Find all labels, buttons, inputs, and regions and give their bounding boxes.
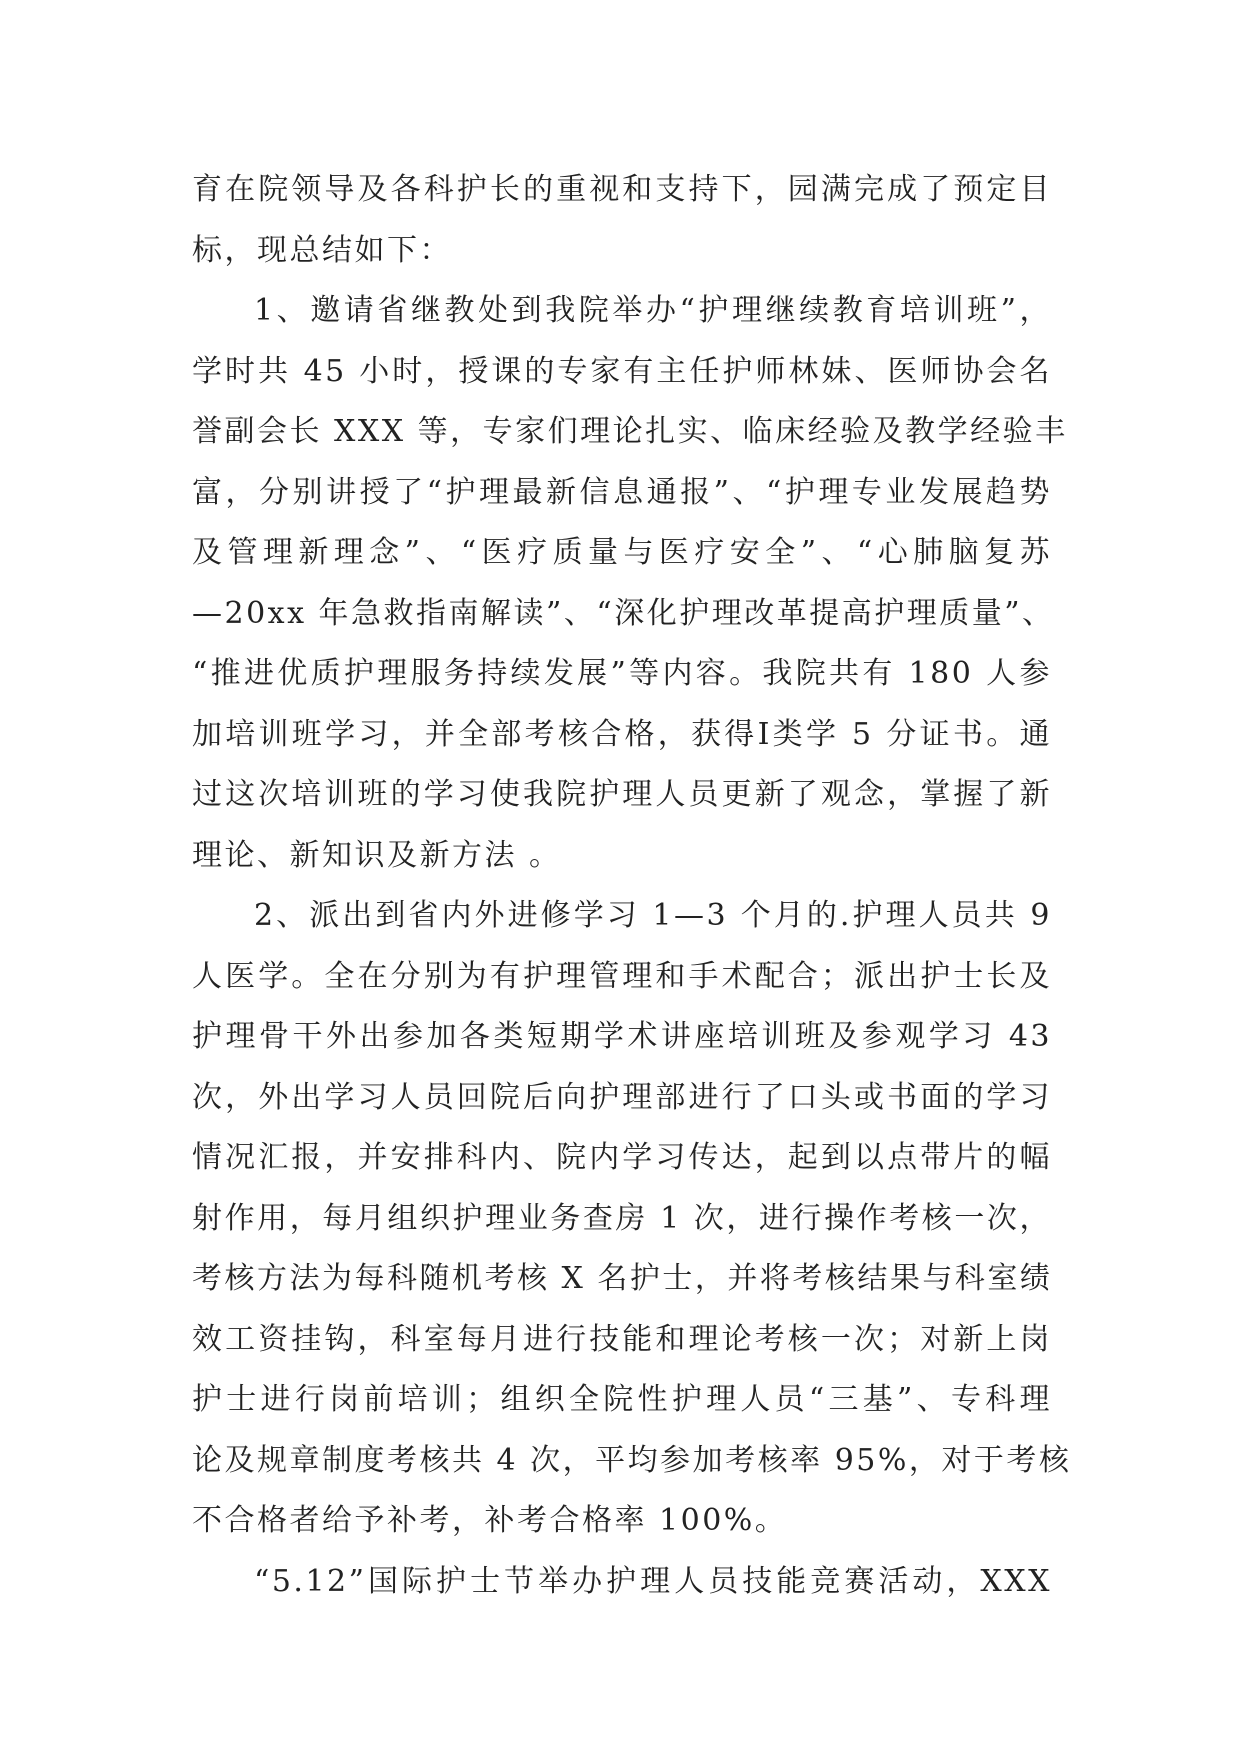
text-line: 2、派出到省内外进修学习 1—3 个月的.护理人员共 9 bbox=[254, 898, 1052, 933]
text-line: 射作用，每月组织护理业务查房 1 次，进行操作考核一次， bbox=[192, 1200, 1052, 1236]
text-line: 考核方法为每科随机考核 X 名护士，并将考核结果与科室绩 bbox=[192, 1261, 1053, 1296]
text-line: 不合格者给予补考，补考合格率 100%。 bbox=[192, 1503, 788, 1538]
text-line: 加培训班学习，并全部考核合格，获得Ⅰ类学 5 分证书。通 bbox=[192, 716, 1052, 752]
text-line: 护理骨干外出参加各类短期学术讲座培训班及参观学习 43 bbox=[192, 1019, 1052, 1054]
text-line: 效工资挂钩，科室每月进行技能和理论考核一次；对新上岗 bbox=[192, 1321, 1052, 1357]
text-line: 情况汇报，并安排科内、院内学习传达，起到以点带片的幅 bbox=[192, 1140, 1052, 1175]
text-line: 人医学。全在分别为有护理管理和手术配合；派出护士长及 bbox=[192, 958, 1052, 994]
text-line: 次，外出学习人员回院后向护理部进行了口头或书面的学习 bbox=[192, 1079, 1052, 1115]
text-line: 及管理新理念”、“医疗质量与医疗安全”、“心肺脑复苏 bbox=[192, 535, 1052, 570]
text-line: 标，现总结如下： bbox=[192, 232, 452, 268]
text-line: 护士进行岗前培训；组织全院性护理人员“三基”、专科理 bbox=[192, 1382, 1052, 1417]
text-line: 过这次培训班的学习使我院护理人员更新了观念，掌握了新 bbox=[192, 777, 1052, 812]
text-line: 育在院领导及各科护长的重视和支持下，园满完成了预定目 bbox=[192, 172, 1052, 207]
text-line: “推进优质护理服务持续发展”等内容。我院共有 180 人参 bbox=[192, 656, 1052, 691]
text-line: 论及规章制度考核共 4 次，平均参加考核率 95%，对于考核 bbox=[192, 1442, 1072, 1478]
text-line: 学时共 45 小时，授课的专家有主任护师林妹、医师协会名 bbox=[192, 353, 1052, 389]
text-line: “5.12”国际护士节举办护理人员技能竞赛活动，XXX bbox=[254, 1563, 1052, 1599]
text-line: 理论、新知识及新方法 。 bbox=[192, 837, 562, 873]
text-line: 誉副会长 XXX 等，专家们理论扎实、临床经验及教学经验丰 bbox=[192, 414, 1068, 449]
text-line: 1、邀请省继教处到我院举办“护理继续教育培训班”， bbox=[254, 293, 1052, 328]
text-line: 富，分别讲授了“护理最新信息通报”、“护理专业发展趋势 bbox=[192, 474, 1052, 510]
body-text bbox=[192, 160, 1072, 1612]
text-line: —20xx 年急救指南解读”、“深化护理改革提高护理质量”、 bbox=[192, 595, 1055, 631]
